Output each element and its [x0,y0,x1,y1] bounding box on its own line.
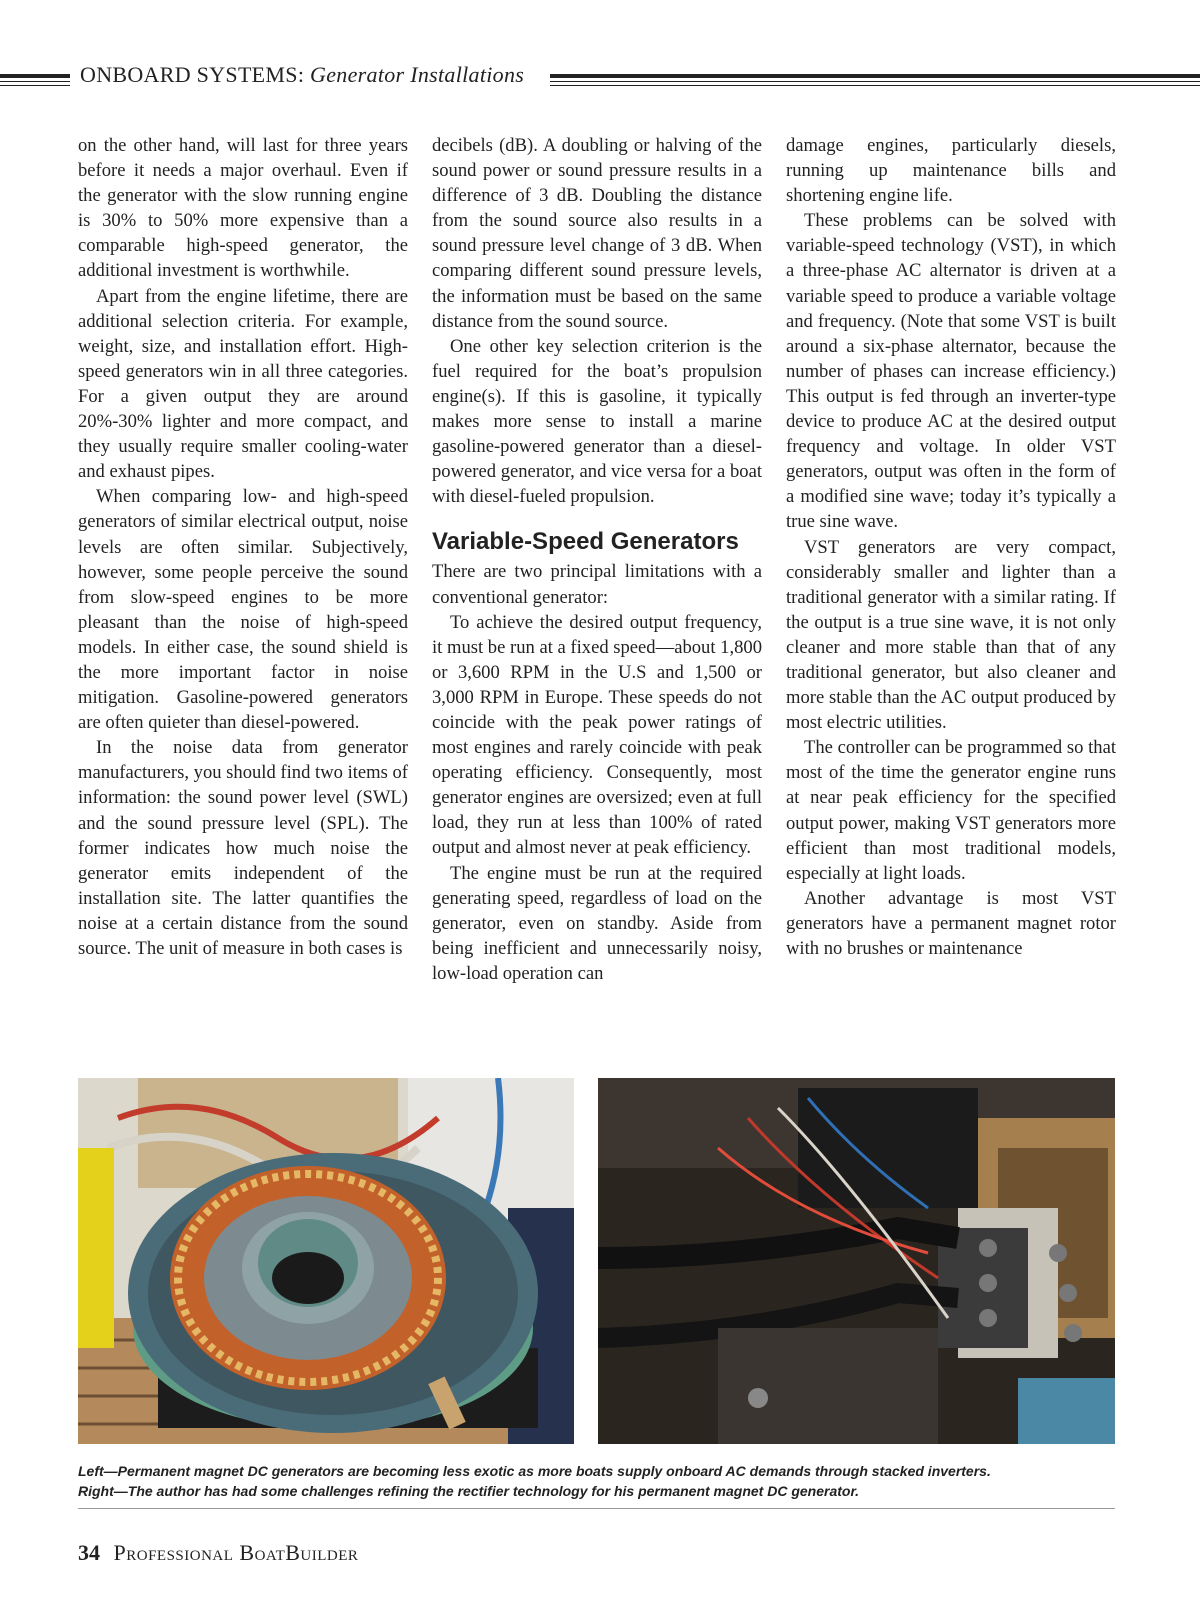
article-column-2 [432,133,762,986]
paragraph: There are two principal limitations with a conventional generator: [432,561,762,608]
stator-illustration [78,1078,574,1444]
photo-rectifier-wiring [598,1078,1115,1444]
header-subtitle: Generator Installations [310,62,525,87]
paragraph: To achieve the desired output frequency, it must be run at a fixed speed—about 1,800 or 3,600 RPM in the U.S and 1,500 or 3,000 RPM in Europe. These speeds do not coincide with the peak power ratings of most engines and rarely coincide with peak operating efficiency. Consequently, most generator engines are oversized; even at full load, they run at less than 100% of rated output and almost never at peak efficiency. [432,611,762,859]
paragraph: The engine must be run at the required generating speed, regardless of load on the generator, even on standby. Aside from being inefficient and unnecessarily noisy, low-load operation can [432,862,762,984]
header-rule-left [0,74,70,89]
header-rule-right [550,74,1200,89]
caption-divider [78,1508,1115,1509]
section-heading: Variable-Speed Generators [432,528,739,556]
paragraph: Apart from the engine lifetime, there are additional selection criteria. For example, weight, size, and installation effort. High-speed generators win in all three categories. For a given output they are around 20%-30% lighter and more compact, and they usually require smaller cooling-water and exhaust pipes. [78,285,408,483]
rectifier-illustration [598,1078,1115,1444]
page-number: 34 [78,1540,100,1565]
caption-left-label: Left [78,1463,104,1479]
caption-left [78,1461,1118,1481]
paragraph: on the other hand, will last for three years before it needs a major overhaul. Even if the generator with the slow running engine is 30% to 50% more expensive than a comparable high-speed generator, the additional investment is worthwhile. [78,135,408,282]
header-title [80,62,524,88]
paragraph: When comparing low- and high-speed generators of similar electrical output, noise levels are often similar. Subjectively, however, some people perceive the sound from slow-speed engines to be more pleasant than the noise of high-speed models. In either case, the sound shield is the more important factor in noise mitigation. Gasoline-powered generators are often quieter than diesel-powered. [78,486,408,734]
paragraph: Another advantage is most VST generators have a permanent magnet rotor with no brushes or maintenance [786,887,1116,959]
magazine-name: Professional BoatBuilder [113,1540,359,1565]
paragraph: decibels (dB). A doubling or halving of the sound power or sound pressure results in a difference of 3 dB. Doubling the distance from the sound source also results in a sound pressure level change of 3 dB. When comparing different sound pressure levels, the information must be based on the same distance from the sound source. [432,135,762,332]
photo-generator-stator [78,1078,574,1444]
paragraph: In the noise data from generator manufacturers, you should find two items of information: the sound power level (SWL) and the sound pressure level (SPL). The former indicates how much noise the generator emits independent of the installation site. The latter quantifies the noise at a certain distance from the sound source. The unit of measure in both cases is [78,737,408,959]
paragraph: The controller can be programmed so that most of the time the generator engine runs at near peak efficiency for the specified output power, making VST generators more efficient than most traditional models, especially at light loads. [786,737,1116,884]
caption-right [78,1481,1118,1501]
paragraph: One other key selection criterion is the fuel required for the boat’s propulsion engine(s). If this is gasoline, it typically makes more sense to install a marine gasoline-powered generator than a diesel-powered generator, and vice versa for a boat with diesel-fueled propulsion. [432,335,762,508]
page-footer [78,1540,358,1566]
photo-caption [78,1461,1118,1501]
caption-right-text: —The author has had some challenges refining the rectifier technology for his permanent magnet DC generator. [113,1483,860,1499]
header-section: ONBOARD SYSTEMS: [80,62,305,87]
paragraph: damage engines, particularly diesels, running up maintenance bills and shortening engine life. [786,135,1116,207]
article-column-3 [786,133,1116,961]
paragraph: These problems can be solved with variable-speed technology (VST), in which a three-phase AC alternator is driven at a variable speed to produce a variable voltage and frequency. (Note that some VST is built around a six-phase alternator, because the number of phases can increase efficiency.) This output is fed through an inverter-type device to produce AC at the desired output frequency and voltage. In older VST generators, output was often in the form of a modified sine wave; today it’s typically a true sine wave. [786,210,1116,533]
paragraph: VST generators are very compact, considerably smaller and lighter than a traditional generator with a similar rating. If the output is a true sine wave, it is not only cleaner and more stable than that of any traditional generator, but also cleaner and more stable than the AC output produced by most electric utilities. [786,536,1116,734]
running-header [0,62,1200,94]
caption-left-text: —Permanent magnet DC generators are becoming less exotic as more boats supply onboard AC demands through stacked inverters. [103,1463,991,1479]
article-column-1 [78,133,408,961]
caption-right-label: Right [78,1483,114,1499]
